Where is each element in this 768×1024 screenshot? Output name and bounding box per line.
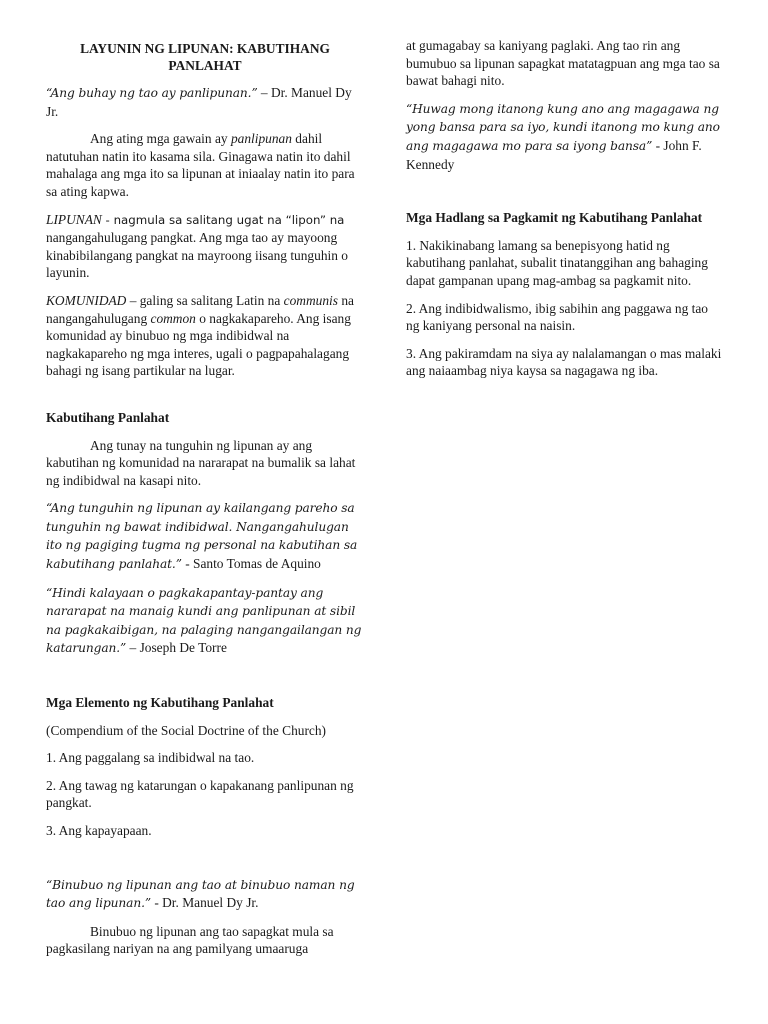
kennedy-attribution: - John F. Kennedy	[406, 137, 702, 172]
lipunan-term: LIPUNAN	[46, 211, 102, 227]
right-column	[406, 37, 724, 390]
aquino-attribution: - Santo Tomas de Aquino	[181, 556, 321, 572]
detorre-quote-block	[46, 584, 364, 658]
section-heading-mga-hadlang: Mga Hadlang sa Pagkamit ng Kabutihang Panlahat	[406, 210, 703, 226]
detorre-quote: “Hindi kalayaan o pagkakapantay-pantay ang nararapat na manaig kundi ang panlipunan at sibil na pagkakaibigan, na palaging nangangailangan ng katarungan.”	[46, 585, 362, 656]
komunidad-definition: KOMUNIDAD – galing sa salitang Latin na communis na nangangahulugang common o nagkakapareho. Ang isang komunidad ay binubuo ng mga indibidwal na nagkakapareho ng mga interes, ugali o pagpapahalagang bahagi ng isang partikular na lugar.	[46, 292, 354, 379]
list-item: 2. Ang indibidwalismo, ibig sabihin ang paggawa ng tao ng kaniyang personal na naisin.	[406, 300, 708, 334]
list-item: 3. Ang kapayapaan.	[46, 823, 152, 838]
left-column	[46, 37, 364, 968]
aquino-quote-block	[46, 499, 364, 573]
kennedy-quote-block	[406, 100, 724, 173]
list-item: 2. Ang tawag ng katarungan o kapakanang panlipunan ng pangkat.	[46, 777, 354, 811]
detorre-attribution: – Joseph De Torre	[126, 640, 227, 656]
intro-paragraph: Ang ating mga gawain ay panlipunan dahil natutuhan natin ito kasama sila. Ginagawa natin ito dahil mahalaga ang mga ito sa lipunan at iniaalay natin ito para sa ating kapwa.	[46, 131, 355, 199]
aquino-quote: “Ang tunguhin ng lipunan ay kailangang pareho sa tunguhin ng bawat indibidwal. Nangangahulugan ito ng pagiging tugma ng personal na kabutihan sa kabutihang panlahat.”	[46, 501, 358, 572]
dy-attribution: - Dr. Manuel Dy Jr.	[150, 895, 259, 911]
kennedy-quote: “Huwag mong itanong kung ano ang magagawa ng yong bansa para sa iyo, kundi itanong mo kung ano ang magagawa mo para sa iyong bansa”	[406, 101, 720, 153]
dy-quote-block	[46, 876, 364, 913]
lipunan-definition: LIPUNAN - nagmula sa salitang ugat na “lipon” na nangangahulugang pangkat. Ang mga tao ay mayoong kinabibilangang pangkat na mayroong iisang tunguhin o layunin.	[46, 211, 348, 281]
epigraph-attribution: – Dr. Manuel Dy Jr.	[46, 85, 352, 119]
list-item: 1. Nakikinabang lamang sa benepisyong hatid ng kabutihang panlahat, subalit tinatanggihan ang bahaging dapat gampanan upang mag-ambag sa pagkamit nito.	[406, 237, 708, 288]
compendium-source: (Compendium of the Social Doctrine of the Church)	[46, 722, 327, 738]
komunidad-term: KOMUNIDAD	[46, 292, 127, 308]
closing-paragraph: Binubuo ng lipunan ang tao sapagkat mula sa pagkasilang nariyan na ang pamilyang umaaruga	[46, 923, 334, 957]
list-item: 3. Ang pakiramdam na siya ay nalalamangan o mas malaki ang naiaambag niya kaysa sa nagagawa ng iba.	[406, 345, 722, 379]
epigraph-quote: “Ang buhay ng tao ay panlipunan.”	[46, 86, 258, 100]
epigraph	[46, 84, 364, 120]
continuation-paragraph: at gumagabay sa kaniyang paglaki. Ang tao rin ang bumubuo sa lipunan sapagkat matatagpuan ang mga tao sa bawat bahagi nito.	[406, 38, 720, 89]
section-heading-kabutihang-panlahat: Kabutihang Panlahat	[46, 409, 170, 425]
section-heading-mga-elemento: Mga Elemento ng Kabutihang Panlahat	[46, 695, 274, 711]
section1-paragraph: Ang tunay na tunguhin ng lipunan ay ang kabutihan ng komunidad na nararapat na bumalik sa lahat ng indibidwal na kasapi nito.	[46, 437, 356, 488]
document-title: LAYUNIN NG LIPUNAN: KABUTIHANG PANLAHAT	[80, 41, 330, 73]
dy-quote: “Binubuo ng lipunan ang tao at binubuo naman ng tao ang lipunan.”	[46, 877, 355, 911]
list-item: 1. Ang paggalang sa indibidwal na tao.	[46, 750, 255, 766]
